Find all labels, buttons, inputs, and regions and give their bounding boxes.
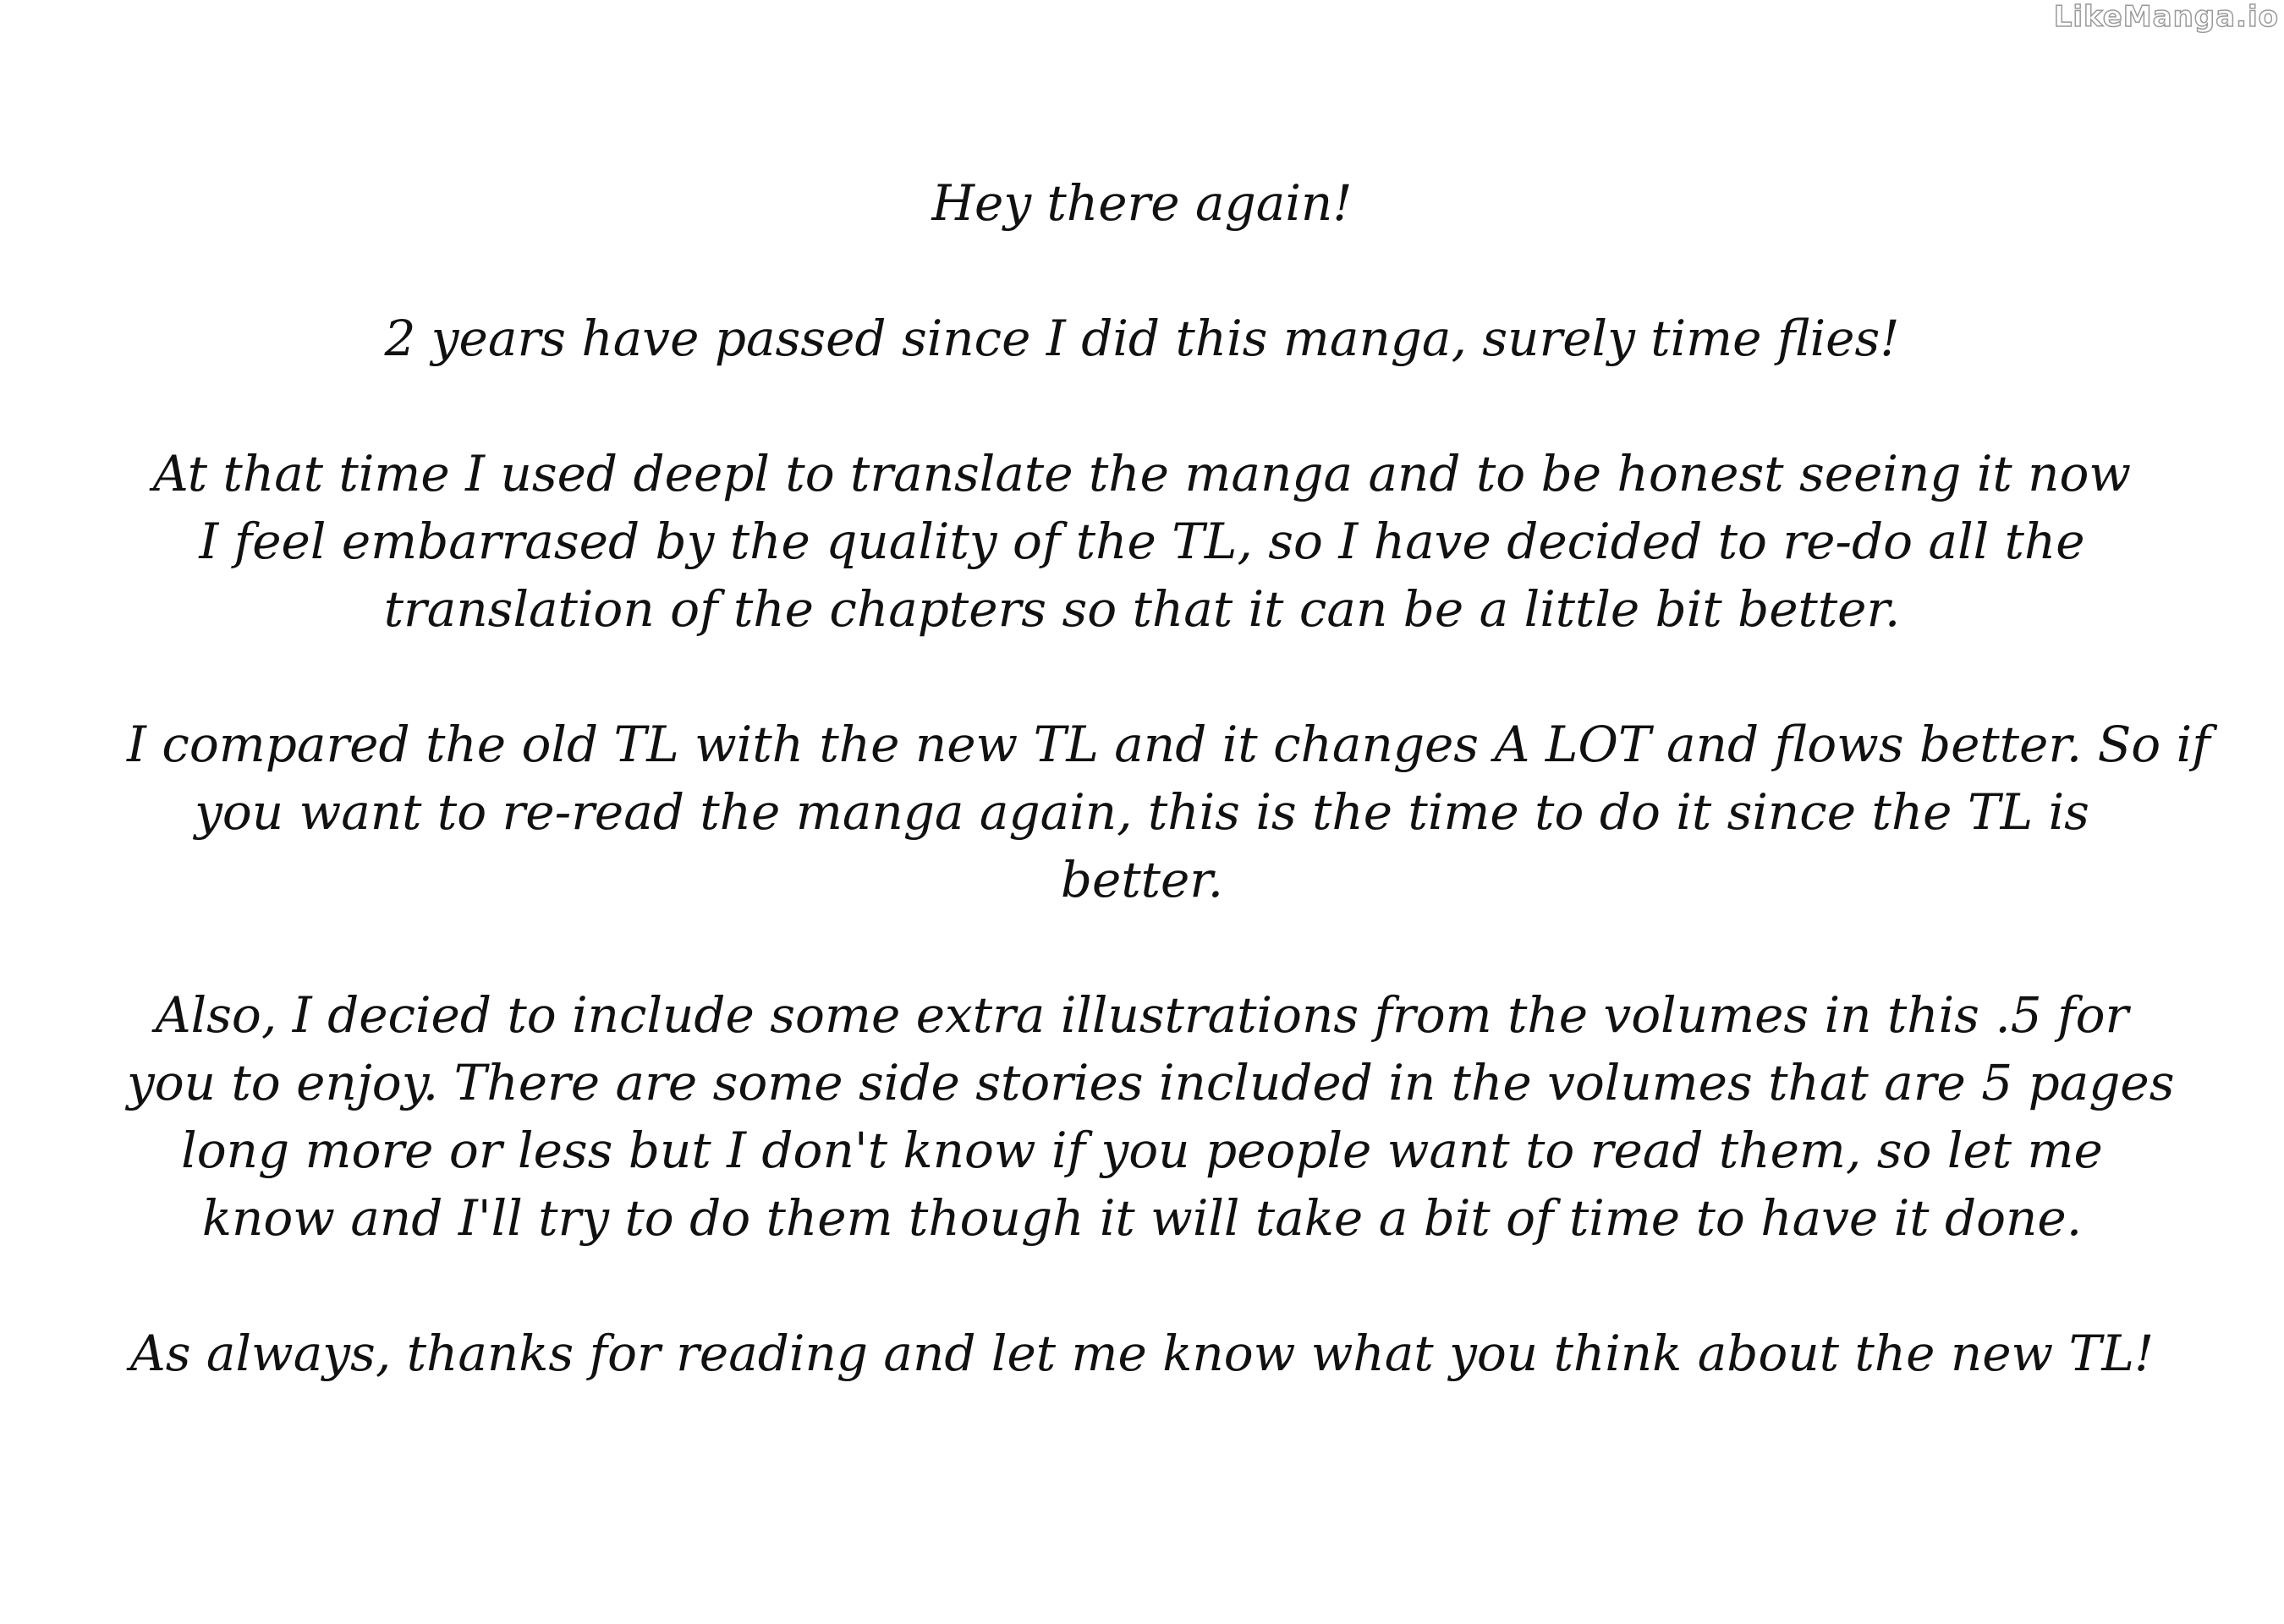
note-line: 2 years have passed since I did this manga, surely time flies!	[384, 310, 1900, 367]
site-watermark: LikeManga.io	[2053, 0, 2279, 34]
note-line: long more or less but I don't know if you people want to read them, so let me	[181, 1122, 2103, 1179]
note-line: Hey there again!	[931, 174, 1353, 232]
note-paragraph-2	[127, 440, 2157, 643]
note-line: translation of the chapters so that it can be a little bit better.	[383, 580, 1901, 638]
note-paragraph-4	[127, 981, 2175, 1252]
note-line: Also, I decied to include some extra illustrations from the volumes in this .5 for	[155, 986, 2129, 1044]
note-line: you to enjoy. There are some side stories included in the volumes that are 5 pages	[127, 1054, 2175, 1111]
translator-note	[127, 169, 2210, 1387]
note-paragraph-1	[127, 304, 2157, 372]
note-line: better.	[1060, 851, 1224, 908]
note-line: you want to re-read the manga again, this is the time to do it since the TL is	[195, 783, 2089, 841]
note-line: As always, thanks for reading and let me know what you think about the new TL!	[129, 1325, 2155, 1382]
note-line: I compared the old TL with the new TL and it changes A LOT and flows better. So if	[127, 716, 2210, 773]
note-line: know and I'll try to do them though it will take a bit of time to have it done.	[201, 1189, 2083, 1247]
note-paragraph-3	[127, 710, 2210, 914]
note-line: At that time I used deepl to translate the manga and to be honest seeing it now	[152, 445, 2132, 502]
note-line: I feel embarrased by the quality of the TL, so I have decided to re-do all the	[199, 513, 2085, 570]
note-closing	[127, 1320, 2157, 1387]
note-greeting	[127, 169, 2157, 237]
